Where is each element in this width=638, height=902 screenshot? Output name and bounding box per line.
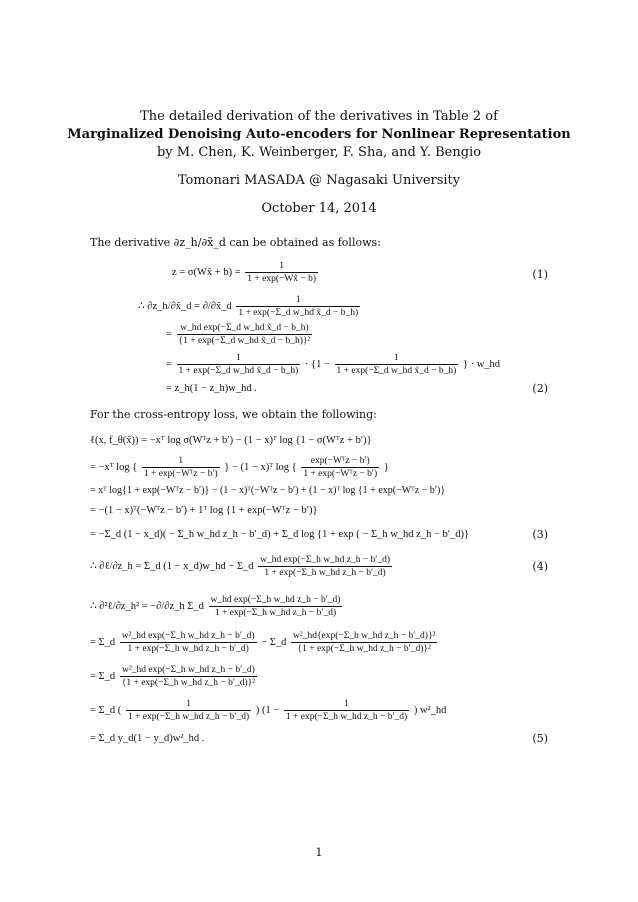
ce-line-6-fraction [258, 554, 392, 579]
equation-2c-fraction-2 [335, 352, 459, 377]
cross-entropy-paragraph: For the cross-entropy loss, we obtain the following: [90, 408, 377, 421]
fraction-denominator: 1 + exp(−Σ_h w_hd z_h − b′_d) [264, 568, 386, 578]
fraction-numerator: 1 [245, 260, 318, 273]
ce-line-10-fraction-1 [126, 698, 251, 723]
fraction-numerator: w_hd exp(−Σ_d w_hd x̃_d − b_h) [177, 322, 313, 335]
fraction-numerator: w_hd exp(−Σ_h w_hd z_h − b′_d) [260, 555, 391, 565]
ce-line-9 [90, 664, 259, 689]
fraction-denominator: 1 + exp(−Wᵀz − b′) [143, 469, 218, 479]
fraction-denominator: 1 + exp(−Σ_d w_hd x̃_d − b_h) [336, 366, 457, 376]
ce-line-4: = −(1 − x)ᵀ(−Wᵀz − b′) + 1ᵀ log {1 + exp(−Wᵀz − b′)} [90, 505, 318, 516]
equals-sign: = [166, 358, 172, 370]
equals-sign: = [166, 328, 172, 340]
ce-line-7-fraction [209, 594, 343, 619]
fraction-denominator: 1 + exp(−Σ_d w_hd x̃_d − b_h) [178, 366, 299, 376]
fraction-denominator: 1 + exp(−Wᵀz − b′) [303, 469, 378, 479]
equation-1-fraction [245, 260, 318, 285]
equation-2b [166, 322, 314, 347]
ce-line-10-part-c: ) w²_hd [413, 704, 447, 716]
ce-line-3: = xᵀ log{1 + exp(−Wᵀz − b′)} − (1 − x)ᵀ(−Wᵀz − b′) + (1 − x)ᵀ log {1 + exp(−Wᵀz − b′)} [90, 485, 446, 496]
ce-line-9-fraction [120, 664, 257, 689]
ce-line-8-fraction-1 [120, 630, 257, 655]
equation-1-lhs: z = σ(Wx̃ + b) = [172, 266, 241, 278]
page-number: 1 [315, 846, 323, 859]
ce-line-8-fraction-2 [291, 630, 437, 655]
fraction-numerator: w²_hd exp(−Σ_h w_hd z_h − b′_d) [121, 631, 255, 641]
ce-line-7-lhs: ∴ ∂²ℓ/∂z_h² = −∂/∂z_h Σ_d [90, 600, 204, 612]
fraction-denominator: {1 + exp(−Σ_h w_hd z_h − b′_d)}² [121, 678, 256, 688]
ce-line-10 [90, 698, 446, 723]
equation-number-1: (1) [532, 268, 548, 281]
fraction-numerator: exp(−Wᵀz − b′) [301, 455, 379, 468]
fraction-denominator: 1 + exp(−Wx̃ − b) [247, 274, 317, 284]
ce-line-9-part-a: = Σ_d [90, 670, 116, 682]
equation-2d: = z_h(1 − z_h)w_hd . [166, 383, 257, 394]
title-line-3: by M. Chen, K. Weinberger, F. Sha, and Y. Bengio [156, 145, 482, 160]
ce-line-8-part-a: = Σ_d [90, 636, 116, 648]
ce-line-2-part-b: } − (1 − x)ᵀ log { [224, 461, 297, 473]
ce-line-10-part-b: ) (1 − [255, 704, 280, 716]
ce-line-7 [90, 594, 344, 619]
fraction-denominator: 1 + exp(−Σ_h w_hd z_h − b′_d) [285, 712, 408, 722]
fraction-denominator: {1 + exp(−Σ_h w_hd z_h − b′_d)}² [297, 644, 431, 654]
fraction-numerator: 1 [126, 698, 251, 711]
equation-number-2: (2) [532, 382, 548, 395]
fraction-numerator: 1 [236, 294, 360, 307]
fraction-denominator: 1 + exp(−Σ_h w_hd z_h − b′_d) [214, 608, 337, 618]
fraction-denominator: 1 + exp(−Σ_h w_hd z_h − b′_d) [127, 712, 250, 722]
equation-number-3: (3) [532, 528, 548, 541]
equation-2a-fraction [236, 294, 360, 319]
date-line: October 14, 2014 [261, 201, 377, 216]
ce-line-1: ℓ(x, f_θ(x̃)) = −xᵀ log σ(Wᵀz + b′) − (1 − x)ᵀ log {1 − σ(Wᵀz + b′)} [90, 435, 372, 446]
ce-line-6-lhs: ∴ ∂ℓ/∂z_h = Σ_d (1 − x_d)w_hd − Σ_d [90, 560, 254, 572]
fraction-denominator: 1 + exp(−Σ_h w_hd z_h − b′_d) [127, 644, 249, 654]
fraction-denominator: {1 + exp(−Σ_d w_hd x̃_d − b_h)}² [178, 336, 311, 346]
author-line: Tomonari MASADA @ Nagasaki University [177, 173, 461, 188]
fraction-numerator: w²_hd{exp(−Σ_h w_hd z_h − b′_d)}² [293, 631, 436, 641]
equation-2c-end: } · w_hd [462, 358, 501, 370]
ce-line-10-fraction-2 [284, 698, 409, 723]
ce-line-6 [90, 554, 394, 579]
fraction-numerator: w²_hd exp(−Σ_h w_hd z_h − b′_d) [120, 664, 257, 677]
ce-line-2-fraction-1 [142, 455, 220, 480]
intro-paragraph: The derivative ∂z_h/∂x̃_d can be obtained as follows: [90, 236, 381, 249]
fraction-numerator: w_hd exp(−Σ_h w_hd z_h − b′_d) [210, 595, 341, 605]
fraction-numerator: 1 [142, 455, 220, 468]
title-line-2: Marginalized Denoising Auto-encoders for Nonlinear Representation [67, 127, 571, 142]
equation-2c-fraction-1 [177, 352, 301, 377]
equation-2a-operator: ∂/∂x̃_d [202, 300, 232, 312]
equation-number-5: (5) [532, 732, 548, 745]
ce-line-2-part-c: } [383, 461, 389, 473]
ce-line-10-part-a: = Σ_d ( [90, 704, 122, 716]
fraction-numerator: 1 [177, 352, 301, 365]
equation-2a-lhs: ∴ ∂z_h/∂x̃_d = [138, 300, 201, 312]
equation-2a [138, 294, 362, 319]
equation-1 [172, 260, 320, 285]
fraction-numerator: 1 [335, 352, 459, 365]
ce-line-2 [90, 455, 389, 480]
equation-2c [166, 352, 500, 377]
fraction-numerator: 1 [284, 698, 409, 711]
equation-number-4: (4) [532, 560, 548, 573]
ce-line-11: = Σ_d y_d(1 − y_d)w²_hd . [90, 733, 205, 744]
ce-line-2-fraction-2 [301, 455, 379, 480]
ce-line-8 [90, 630, 439, 655]
fraction-denominator: 1 + exp(−Σ_d w_hd x̃_d − b_h) [238, 308, 359, 318]
ce-line-2-part-a: = −xᵀ log { [90, 461, 138, 473]
ce-line-8-part-b: − Σ_d [261, 636, 287, 648]
equation-2c-middle: · {1 − [304, 358, 330, 370]
title-line-1: The detailed derivation of the derivatives in Table 2 of [140, 109, 498, 124]
ce-line-5: = −Σ_d (1 − x_d)( − Σ_h w_hd z_h − b′_d) + Σ_d log {1 + exp ( − Σ_h w_hd z_h − b′_d)} [90, 529, 470, 540]
equation-2b-fraction [177, 322, 313, 347]
